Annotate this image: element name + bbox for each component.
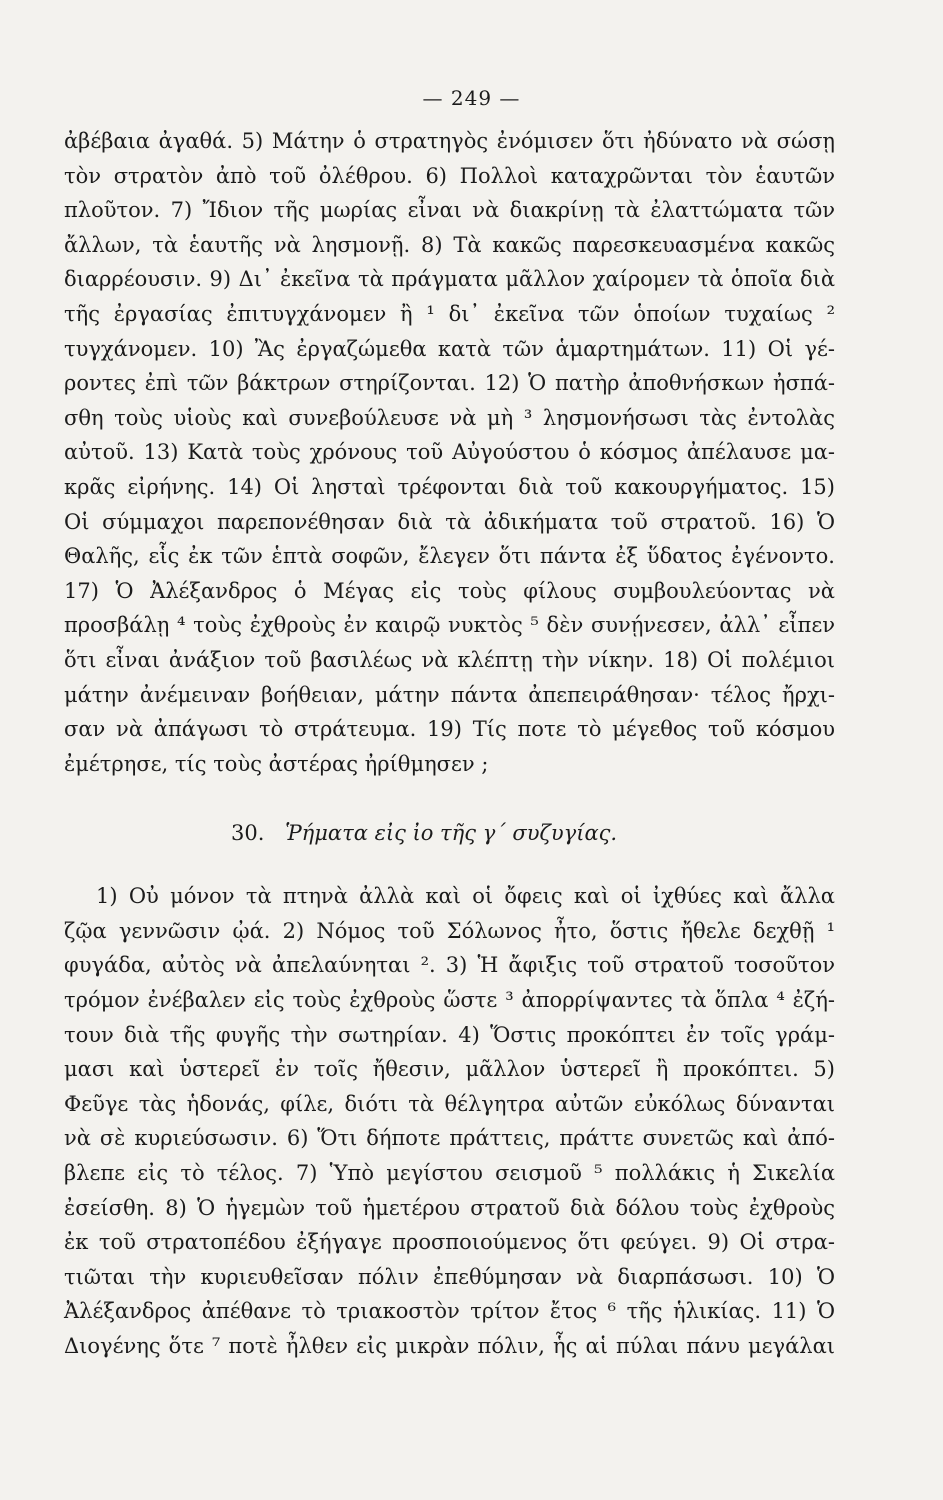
text-line: ὅτι εἶναι ἀνάξιον τοῦ βασιλέως νὰ κλέπτῃ τὴν νίκην. 18) Οἱ πολέμιοι [64,647,835,672]
text-line: ροντες ἐπὶ τῶν βάκτρων στηρίζονται. 12) Ὁ πατὴρ ἀποθνήσκων ἠσπά- [64,371,835,396]
text-line: σαν νὰ ἀπάγωσι τὸ στράτευμα. 19) Τίς ποτε τὸ μέγεθος τοῦ κόσμου [64,717,835,742]
text-line: ἀβέβαια ἀγαθά. 5) Μάτην ὁ στρατηγὸς ἐνόμισεν ὅτι ἠδύνατο νὰ σώσῃ [64,129,835,153]
text-line: τυγχάνομεν. 10) Ἂς ἐργαζώμεθα κατὰ τῶν ἁμαρτημάτων. 11) Οἱ γέ- [64,336,835,361]
text-line: ἐκ τοῦ στρατοπέδου ἐξήγαγε προσποιούμενος ὅτι φεύγει. 9) Οἱ στρα- [64,1230,835,1255]
section-title: Ῥήματα εἰς ἰο τῆς γ΄ συζυγίας. [285,821,618,846]
text-line: αὐτοῦ. 13) Κατὰ τοὺς χρόνους τοῦ Αὐγούστου ὁ κόσμος ἀπέλαυσε μα- [64,440,835,465]
text-line: μασι καὶ ὑστερεῖ ἐν τοῖς ἤθεσιν, μᾶλλον ὑστερεῖ ἢ προκόπτει. 5) [64,1057,835,1082]
text-line: 17) Ὁ Ἀλέξανδρος ὁ Μέγας εἰς τοὺς φίλους συμβουλεύοντας νὰ [64,578,835,603]
text-line: μάτην ἀνέμειναν βοήθειαν, μάτην πάντα ἀπεπειράθησαν· τέλος ἤρχι- [64,682,835,707]
text-line: ζῷα γεννῶσιν ᾠά. 2) Νόμος τοῦ Σόλωνος ἦτο, ὅστις ἤθελε δεχθῇ ¹ [64,918,835,943]
text-line: ἐσείσθη. 8) Ὁ ἡγεμὼν τοῦ ἡμετέρου στρατοῦ διὰ δόλου τοὺς ἐχθροὺς [64,1195,835,1220]
text-line: τουν διὰ τῆς φυγῆς τὴν σωτηρίαν. 4) Ὅστις προκόπτει ἐν τοῖς γράμ- [64,1022,835,1047]
text-line: Φεῦγε τὰς ἡδονάς, φίλε, διότι τὰ θέλγητρα αὐτῶν εὐκόλως δύνανται [64,1091,835,1116]
text-line: φυγάδα, αὐτὸς νὰ ἀπελαύνηται ². 3) Ἡ ἄφιξις τοῦ στρατοῦ τοσοῦτον [64,953,835,978]
text-line: πλοῦτον. 7) Ἴδιον τῆς μωρίας εἶναι νὰ διακρίνῃ τὰ ἐλαττώματα τῶν [64,198,835,223]
text-line: προσβάλῃ ⁴ τοὺς ἐχθροὺς ἐν καιρῷ νυκτὸς ⁵ δὲν συνῄνεσεν, ἀλλ᾿ εἶπεν [64,613,835,638]
text-line: τὸν στρατὸν ἀπὸ τοῦ ὀλέθρου. 6) Πολλοὶ καταχρῶνται τὸν ἑαυτῶν [64,163,835,188]
text-line: Ἀλέξανδρος ἀπέθανε τὸ τριακοστὸν τρίτον ἔτος ⁶ τῆς ἡλικίας. 11) Ὁ [64,1299,835,1324]
text-line: σθη τοὺς υἱοὺς καὶ συνεβούλευσε νὰ μὴ ³ λησμονήσωσι τὰς ἐντολὰς [64,405,835,430]
text-line: κρᾶς εἰρήνης. 14) Οἱ λησταὶ τρέφονται διὰ τοῦ κακουργήματος. 15) [64,474,835,499]
text-line: Διογένης ὅτε ⁷ ποτὲ ἦλθεν εἰς μικρὰν πόλιν, ἧς αἱ πύλαι πάνυ μεγάλαι [64,1334,835,1358]
section-number: 30. [231,821,265,846]
text-line: τιῶται τὴν κυριευθεῖσαν πόλιν ἐπεθύμησαν νὰ διαρπάσωσι. 10) Ὁ [64,1264,835,1289]
text-line: ἄλλων, τὰ ἑαυτῆς νὰ λησμονῇ. 8) Τὰ κακῶς παρεσκευασμένα κακῶς [64,232,835,257]
text-line: Θαλῆς, εἷς ἐκ τῶν ἑπτὰ σοφῶν, ἔλεγεν ὅτι πάντα ἐξ ὕδατος ἐγένοντο. [64,544,835,569]
text-line: τῆς ἐργασίας ἐπιτυγχάνομεν ἢ ¹ δι᾿ ἐκεῖνα τῶν ὁποίων τυχαίως ² [64,301,835,326]
page-number: — 249 — [422,86,521,110]
text-line: 1) Οὐ μόνον τὰ πτηνὰ ἀλλὰ καὶ οἱ ὄφεις καὶ οἱ ἰχθύες καὶ ἄλλα [96,884,835,909]
text-line: ἐμέτρησε, τίς τοὺς ἀστέρας ἠρίθμησεν ; [64,751,489,776]
text-line: νὰ σὲ κυριεύσωσιν. 6) Ὅτι δήποτε πράττεις, πράττε συνετῶς καὶ ἀπό- [64,1126,835,1151]
paragraph-exercises-29 [64,124,835,781]
text-line: Οἱ σύμμαχοι παρεπονέθησαν διὰ τὰ ἀδικήματα τοῦ στρατοῦ. 16) Ὁ [64,509,835,534]
section-heading [64,815,835,851]
text-line: βλεπε εἰς τὸ τέλος. 7) Ὑπὸ μεγίστου σεισμοῦ ⁵ πολλάκις ἡ Σικελία [64,1161,835,1186]
paragraph-exercises-30 [64,879,835,1363]
text-line: διαρρέουσιν. 9) Δι᾿ ἐκεῖνα τὰ πράγματα μᾶλλον χαίρομεν τὰ ὁποῖα διὰ [64,267,835,292]
text-line: τρόμον ἐνέβαλεν εἰς τοὺς ἐχθροὺς ὥστε ³ ἀπορρίψαντες τὰ ὅπλα ⁴ ἐζή- [64,988,835,1013]
